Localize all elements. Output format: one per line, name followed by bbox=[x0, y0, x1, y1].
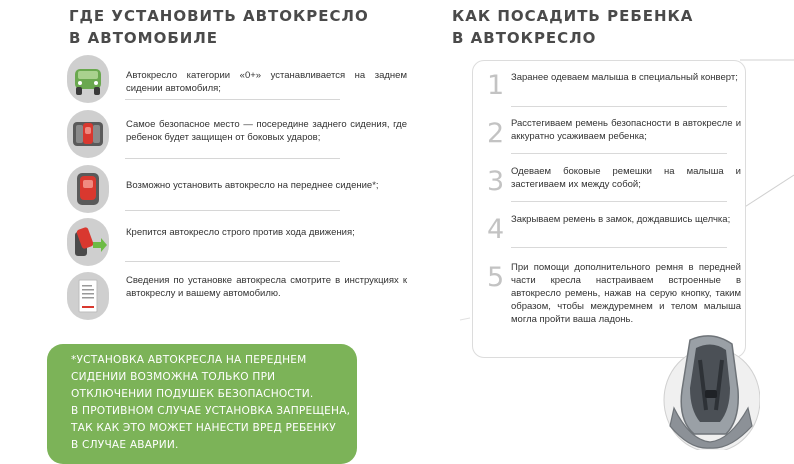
right-heading-line-2: В АВТОКРЕСЛО bbox=[452, 29, 597, 47]
step-number: 3 bbox=[487, 166, 505, 197]
step-text: При помощи дополнительного ремня в передней части кресла настраиваем встроенные в автокресло ремень, нажав на серую кнопку, таким образом, чтобы междуремнем и телом малыша могла пройти ваша ладонь. bbox=[511, 262, 741, 325]
note-line: ТАК КАК ЭТО МОЖЕТ НАНЕСТИ ВРЕД РЕБЕНКУ bbox=[71, 422, 336, 434]
left-heading bbox=[69, 5, 369, 49]
step-text: Расстегиваем ремень безопасности в автокресле и аккуратно усаживаем ребенка; bbox=[511, 118, 741, 142]
left-heading-line-2: В АВТОМОБИЛЕ bbox=[69, 29, 219, 47]
list-item-text: Возможно установить автокресло на переднее сидение*; bbox=[126, 180, 379, 191]
left-heading-line-1: ГДЕ УСТАНОВИТЬ АВТОКРЕСЛО bbox=[69, 7, 369, 25]
list-item-text: Крепится автокресло строго против хода движения; bbox=[126, 227, 355, 238]
note-line: В ПРОТИВНОМ СЛУЧАЕ УСТАНОВКА ЗАПРЕЩЕНА, bbox=[71, 405, 351, 417]
step-number: 4 bbox=[487, 214, 505, 245]
note-line: *УСТАНОВКА АВТОКРЕСЛА НА ПЕРЕДНЕМ bbox=[71, 354, 307, 366]
car-icon bbox=[67, 55, 109, 103]
note-line: ОТКЛЮЧЕНИИ ПОДУШЕК БЕЗОПАСНОСТИ. bbox=[71, 388, 314, 400]
step-number: 5 bbox=[487, 262, 505, 293]
front-seat-warning-note bbox=[47, 344, 357, 464]
right-heading bbox=[452, 5, 693, 49]
step-number: 2 bbox=[487, 118, 505, 149]
front-seat-icon bbox=[67, 165, 109, 213]
divider bbox=[125, 99, 340, 100]
step-text: Одеваем боковые ремешки на малыша и застегиваем их между собой; bbox=[511, 166, 741, 190]
list-item-text: Сведения по установке автокресла смотрите в инструкциях к автокреслу и вашему автомобилю. bbox=[126, 275, 407, 299]
car-seat-illustration bbox=[660, 330, 760, 455]
list-item-text: Автокресло категории «0+» устанавливается на заднем сидении автомобиля; bbox=[126, 70, 407, 94]
divider bbox=[125, 210, 340, 211]
divider bbox=[511, 247, 727, 248]
divider bbox=[511, 106, 727, 107]
divider bbox=[511, 201, 727, 202]
divider bbox=[511, 153, 727, 154]
divider bbox=[125, 158, 340, 159]
right-heading-line-1: КАК ПОСАДИТЬ РЕБЕНКА bbox=[452, 7, 694, 25]
rear-facing-seat-icon bbox=[67, 218, 109, 266]
steps-panel bbox=[472, 60, 746, 358]
step-number: 1 bbox=[487, 70, 505, 101]
divider bbox=[125, 261, 340, 262]
note-text bbox=[71, 352, 350, 454]
step-text: Заранее одеваем малыша в специальный конверт; bbox=[511, 72, 738, 83]
note-line: СИДЕНИИ ВОЗМОЖНА ТОЛЬКО ПРИ bbox=[71, 371, 276, 383]
note-line: В СЛУЧАЕ АВАРИИ. bbox=[71, 439, 179, 451]
rear-seat-icon bbox=[67, 110, 109, 158]
manual-icon bbox=[67, 272, 109, 320]
step-text: Закрываем ремень в замок, дождавшись щелчка; bbox=[511, 214, 731, 225]
list-item-text: Самое безопасное место — посередине заднего сидения, где ребенок будет защищен от боковых ударов; bbox=[126, 119, 407, 143]
